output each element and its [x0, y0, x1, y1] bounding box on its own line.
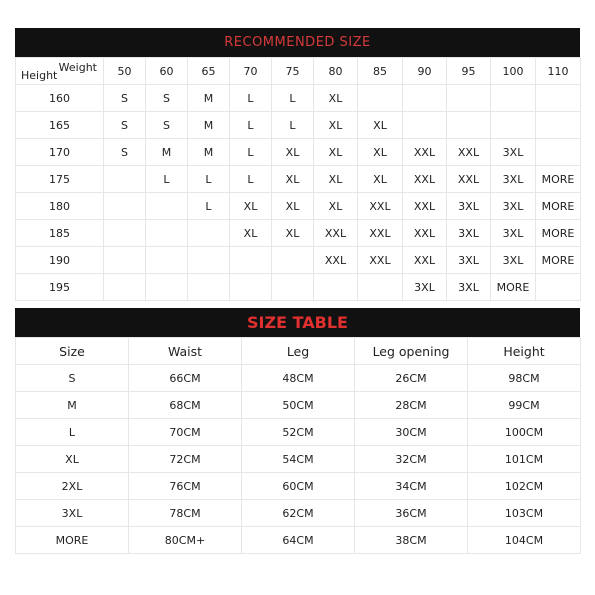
weight-header-cell: 60: [146, 58, 188, 85]
size-cell: XL: [272, 220, 314, 247]
size-table-cell: 62CM: [242, 500, 355, 527]
size-cell: [104, 247, 146, 274]
weight-label: Weight: [58, 61, 97, 74]
size-cell: L: [188, 193, 230, 220]
size-table-row: [16, 365, 581, 392]
size-table-cell: 101CM: [468, 446, 581, 473]
size-cell: XL: [314, 193, 358, 220]
size-cell: S: [146, 85, 188, 112]
size-table-cell: 36CM: [355, 500, 468, 527]
size-cell: 3XL: [491, 139, 536, 166]
size-cell: [272, 247, 314, 274]
size-table-header-cell: Leg opening: [355, 338, 468, 365]
size-cell: [447, 85, 491, 112]
size-table-header-row: [16, 338, 581, 365]
size-cell: XXL: [447, 139, 491, 166]
height-row: [16, 166, 581, 193]
size-cell: S: [104, 112, 146, 139]
size-cell: MORE: [536, 247, 581, 274]
size-cell: MORE: [536, 193, 581, 220]
size-cell: [146, 247, 188, 274]
size-cell: S: [104, 85, 146, 112]
size-cell: XL: [272, 139, 314, 166]
size-table-cell: 100CM: [468, 419, 581, 446]
size-cell: M: [146, 139, 188, 166]
size-table-cell: 99CM: [468, 392, 581, 419]
size-cell: [104, 193, 146, 220]
size-cell: XL: [230, 220, 272, 247]
size-table-cell: 34CM: [355, 473, 468, 500]
size-cell: XL: [358, 139, 403, 166]
size-table-row: [16, 500, 581, 527]
size-cell: L: [272, 112, 314, 139]
size-cell: 3XL: [403, 274, 447, 301]
weight-header-cell: 50: [104, 58, 146, 85]
size-cell: [536, 112, 581, 139]
size-measurements-table: [15, 337, 581, 554]
weight-header-cell: 75: [272, 58, 314, 85]
size-table-header-cell: Size: [16, 338, 129, 365]
size-table-cell: M: [16, 392, 129, 419]
size-cell: XXL: [358, 193, 403, 220]
size-cell: [358, 274, 403, 301]
size-cell: [272, 274, 314, 301]
size-cell: MORE: [491, 274, 536, 301]
size-cell: XL: [314, 85, 358, 112]
size-cell: XL: [272, 166, 314, 193]
height-cell: 165: [16, 112, 104, 139]
height-cell: 175: [16, 166, 104, 193]
size-table-cell: 104CM: [468, 527, 581, 554]
size-cell: 3XL: [491, 247, 536, 274]
size-table-header-cell: Waist: [129, 338, 242, 365]
size-table-cell: 54CM: [242, 446, 355, 473]
size-table-cell: 28CM: [355, 392, 468, 419]
size-cell: [146, 274, 188, 301]
size-cell: L: [230, 166, 272, 193]
size-cell: MORE: [536, 220, 581, 247]
size-cell: [230, 274, 272, 301]
weight-header-cell: 100: [491, 58, 536, 85]
size-table-cell: 30CM: [355, 419, 468, 446]
weight-header-cell: 65: [188, 58, 230, 85]
size-cell: L: [230, 85, 272, 112]
size-cell: [146, 220, 188, 247]
height-cell: 160: [16, 85, 104, 112]
size-cell: XL: [314, 139, 358, 166]
size-table-banner: SIZE TABLE: [15, 308, 580, 337]
size-table-header-cell: Height: [468, 338, 581, 365]
size-cell: 3XL: [447, 247, 491, 274]
height-row: [16, 112, 581, 139]
size-cell: [188, 220, 230, 247]
size-cell: XL: [230, 193, 272, 220]
size-table-row: [16, 392, 581, 419]
size-table-cell: 38CM: [355, 527, 468, 554]
weight-header-cell: 95: [447, 58, 491, 85]
height-cell: 180: [16, 193, 104, 220]
size-table-cell: 98CM: [468, 365, 581, 392]
size-table-cell: 70CM: [129, 419, 242, 446]
height-row: [16, 139, 581, 166]
size-cell: M: [188, 112, 230, 139]
size-table-cell: 68CM: [129, 392, 242, 419]
size-cell: 3XL: [491, 220, 536, 247]
size-table-cell: S: [16, 365, 129, 392]
size-cell: 3XL: [447, 274, 491, 301]
size-cell: 3XL: [447, 220, 491, 247]
size-cell: [536, 85, 581, 112]
height-cell: 195: [16, 274, 104, 301]
size-table-row: [16, 527, 581, 554]
size-table-cell: MORE: [16, 527, 129, 554]
size-cell: [447, 112, 491, 139]
height-label: Height: [21, 69, 58, 82]
size-cell: XXL: [403, 139, 447, 166]
size-table-cell: 78CM: [129, 500, 242, 527]
weight-header-cell: 80: [314, 58, 358, 85]
size-table-cell: 72CM: [129, 446, 242, 473]
size-cell: 3XL: [491, 193, 536, 220]
size-cell: XXL: [314, 247, 358, 274]
weight-header-cell: 85: [358, 58, 403, 85]
size-cell: [188, 274, 230, 301]
size-table-row: [16, 473, 581, 500]
height-cell: 170: [16, 139, 104, 166]
size-cell: [536, 274, 581, 301]
size-cell: L: [230, 112, 272, 139]
size-cell: L: [188, 166, 230, 193]
corner-cell: [16, 58, 104, 85]
size-table-cell: 26CM: [355, 365, 468, 392]
size-table-cell: 50CM: [242, 392, 355, 419]
size-cell: M: [188, 139, 230, 166]
size-cell: XXL: [447, 166, 491, 193]
size-cell: [491, 85, 536, 112]
size-cell: L: [230, 139, 272, 166]
size-cell: [104, 220, 146, 247]
height-row: [16, 274, 581, 301]
size-table-cell: 80CM+: [129, 527, 242, 554]
size-table-cell: 60CM: [242, 473, 355, 500]
size-table-cell: 76CM: [129, 473, 242, 500]
size-table-cell: L: [16, 419, 129, 446]
size-cell: 3XL: [491, 166, 536, 193]
size-cell: S: [104, 139, 146, 166]
recommended-size-banner: RECOMMENDED SIZE: [15, 28, 580, 57]
height-row: [16, 247, 581, 274]
size-table-cell: 3XL: [16, 500, 129, 527]
size-cell: MORE: [536, 166, 581, 193]
weight-header-cell: 70: [230, 58, 272, 85]
size-table-row: [16, 446, 581, 473]
weight-header-row: [16, 58, 581, 85]
height-row: [16, 193, 581, 220]
size-table-cell: 32CM: [355, 446, 468, 473]
size-cell: XXL: [403, 220, 447, 247]
size-cell: XXL: [403, 193, 447, 220]
size-cell: L: [272, 85, 314, 112]
size-table-header-cell: Leg: [242, 338, 355, 365]
size-cell: XXL: [403, 247, 447, 274]
size-cell: [491, 112, 536, 139]
size-table-cell: 102CM: [468, 473, 581, 500]
size-cell: XXL: [314, 220, 358, 247]
size-table-cell: XL: [16, 446, 129, 473]
recommended-size-table: [15, 57, 581, 301]
height-row: [16, 220, 581, 247]
size-cell: [403, 112, 447, 139]
size-table-cell: 48CM: [242, 365, 355, 392]
size-cell: [104, 274, 146, 301]
size-cell: M: [188, 85, 230, 112]
size-cell: XL: [314, 166, 358, 193]
size-cell: [188, 247, 230, 274]
size-table-cell: 52CM: [242, 419, 355, 446]
size-cell: [230, 247, 272, 274]
height-row: [16, 85, 581, 112]
size-cell: S: [146, 112, 188, 139]
size-table-cell: 64CM: [242, 527, 355, 554]
size-table-cell: 2XL: [16, 473, 129, 500]
size-cell: XL: [314, 112, 358, 139]
weight-header-cell: 90: [403, 58, 447, 85]
size-table-cell: 103CM: [468, 500, 581, 527]
height-cell: 190: [16, 247, 104, 274]
size-cell: XL: [358, 166, 403, 193]
size-cell: [104, 166, 146, 193]
size-table-cell: 66CM: [129, 365, 242, 392]
size-cell: 3XL: [447, 193, 491, 220]
size-cell: [314, 274, 358, 301]
size-cell: XXL: [358, 247, 403, 274]
size-cell: XL: [272, 193, 314, 220]
size-cell: L: [146, 166, 188, 193]
size-cell: [146, 193, 188, 220]
size-cell: XL: [358, 112, 403, 139]
size-cell: [358, 85, 403, 112]
size-cell: XXL: [358, 220, 403, 247]
size-cell: [536, 139, 581, 166]
size-cell: XXL: [403, 166, 447, 193]
size-cell: [403, 85, 447, 112]
height-cell: 185: [16, 220, 104, 247]
size-table-row: [16, 419, 581, 446]
weight-header-cell: 110: [536, 58, 581, 85]
